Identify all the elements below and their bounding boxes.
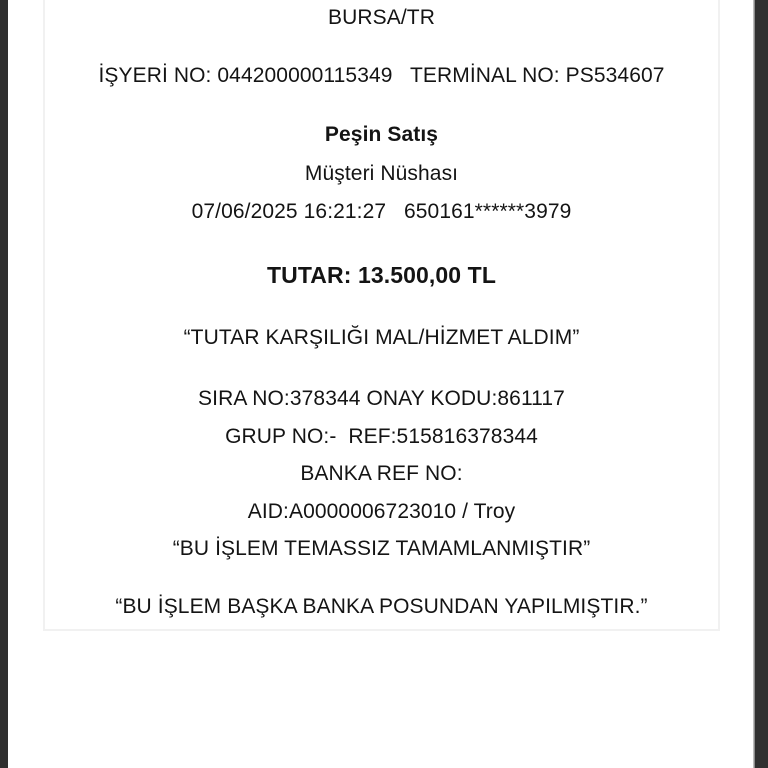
aid-line: AID:A0000006723010 / Troy xyxy=(247,500,516,523)
other-bank-note: “BU İŞLEM BAŞKA BANKA POSUNDAN YAPILMIŞTIR.” xyxy=(115,595,648,618)
contactless-note: “BU İŞLEM TEMASSIZ TAMAMLANMIŞTIR” xyxy=(172,537,591,560)
transaction-type: Peşin Satış xyxy=(324,123,439,146)
city-line: BURSA/TR xyxy=(328,6,435,29)
bank-ref-line: BANKA REF NO: xyxy=(300,462,463,485)
merchant-terminal-line: İŞYERİ NO: 044200000115349 TERMİNAL NO: PS534607 xyxy=(98,64,665,87)
viewer-left-edge xyxy=(0,0,8,768)
amount-line: TUTAR: 13.500,00 TL xyxy=(267,262,496,288)
group-ref-line: GRUP NO:- REF:515816378344 xyxy=(225,425,538,448)
viewer-right-edge xyxy=(754,0,768,768)
document-page xyxy=(8,0,754,768)
sequence-approval-line: SIRA NO:378344 ONAY KODU:861117 xyxy=(198,387,565,410)
datetime-card-line: 07/06/2025 16:21:27 650161******3979 xyxy=(191,200,572,223)
pos-receipt xyxy=(43,0,720,631)
copy-type: Müşteri Nüshası xyxy=(304,162,459,185)
acknowledgement-line: “TUTAR KARŞILIĞI MAL/HİZMET ALDIM” xyxy=(183,326,580,349)
